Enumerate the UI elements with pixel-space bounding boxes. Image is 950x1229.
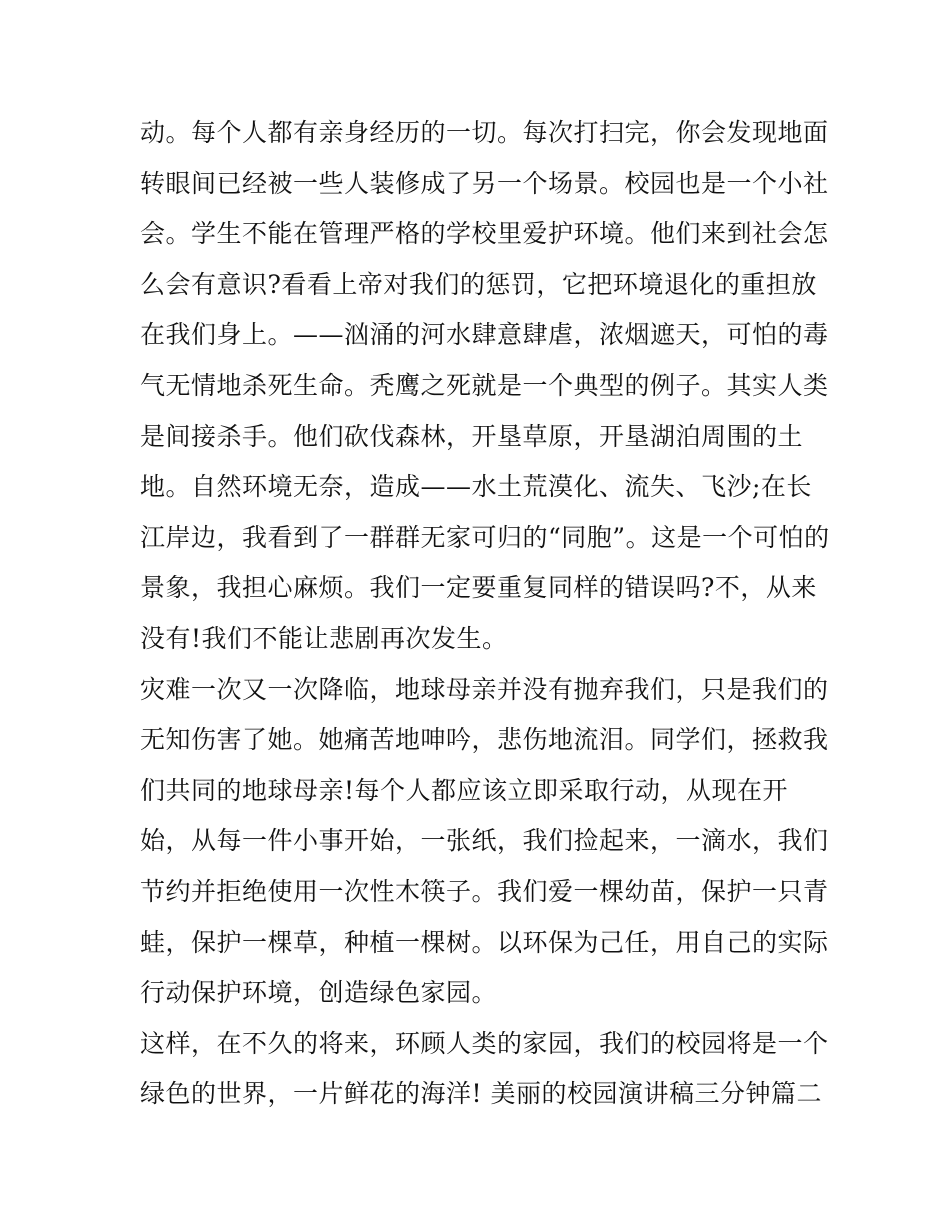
text-line: 这样，在不久的将来，环顾人类的家园，我们的校园将是一个 bbox=[140, 1028, 829, 1058]
text-line: 么会有意识?看看上帝对我们的惩罚，它把环境退化的重担放 bbox=[140, 269, 817, 299]
text-line: 气无情地杀死生命。秃鹰之死就是一个典型的例子。其实人类 bbox=[140, 370, 829, 400]
text-line: 转眼间已经被一些人装修成了另一个场景。校园也是一个小社 bbox=[140, 168, 829, 198]
text-line: 在我们身上。——汹涌的河水肆意肆虐，浓烟遮天，可怕的毒 bbox=[140, 320, 829, 350]
text-line: 动。每个人都有亲身经历的一切。每次打扫完，你会发现地面 bbox=[140, 118, 829, 147]
text-line: 蛙，保护一棵草，种植一棵树。以环保为己任，用自己的实际 bbox=[140, 927, 829, 957]
text-line: 始，从每一件小事开始，一张纸，我们捡起来，一滴水，我们 bbox=[140, 826, 829, 856]
text-line: 灾难一次又一次降临，地球母亲并没有抛弃我们，只是我们的 bbox=[140, 674, 829, 704]
text-line: 节约并拒绝使用一次性木筷子。我们爱一棵幼苗，保护一只青 bbox=[140, 876, 829, 906]
text-line: 地。自然环境无奈，造成——水土荒漠化、流失、飞沙;在长 bbox=[140, 472, 812, 502]
text-line: 江岸边，我看到了一群群无家可归的“同胞”。这是一个可怕的 bbox=[140, 522, 830, 552]
text-line: 会。学生不能在管理严格的学校里爱护环境。他们来到社会怎 bbox=[140, 219, 829, 249]
text-line: 是间接杀手。他们砍伐森林，开垦草原，开垦湖泊周围的土 bbox=[140, 421, 804, 451]
body-text bbox=[140, 108, 830, 1120]
text-line: 们共同的地球母亲!每个人都应该立即采取行动，从现在开 bbox=[140, 775, 789, 805]
text-line: 没有!我们不能让悲剧再次发生。 bbox=[140, 623, 508, 653]
text-line: 行动保护环境，创造绿色家园。 bbox=[140, 978, 498, 1008]
text-line: 景象，我担心麻烦。我们一定要重复同样的错误吗?不，从来 bbox=[140, 573, 817, 603]
text-line: 无知伤害了她。她痛苦地呻吟，悲伤地流泪。同学们，拯救我 bbox=[140, 725, 829, 755]
text-line: 绿色的世界，一片鲜花的海洋! 美丽的校园演讲稿三分钟篇二 bbox=[140, 1079, 822, 1109]
